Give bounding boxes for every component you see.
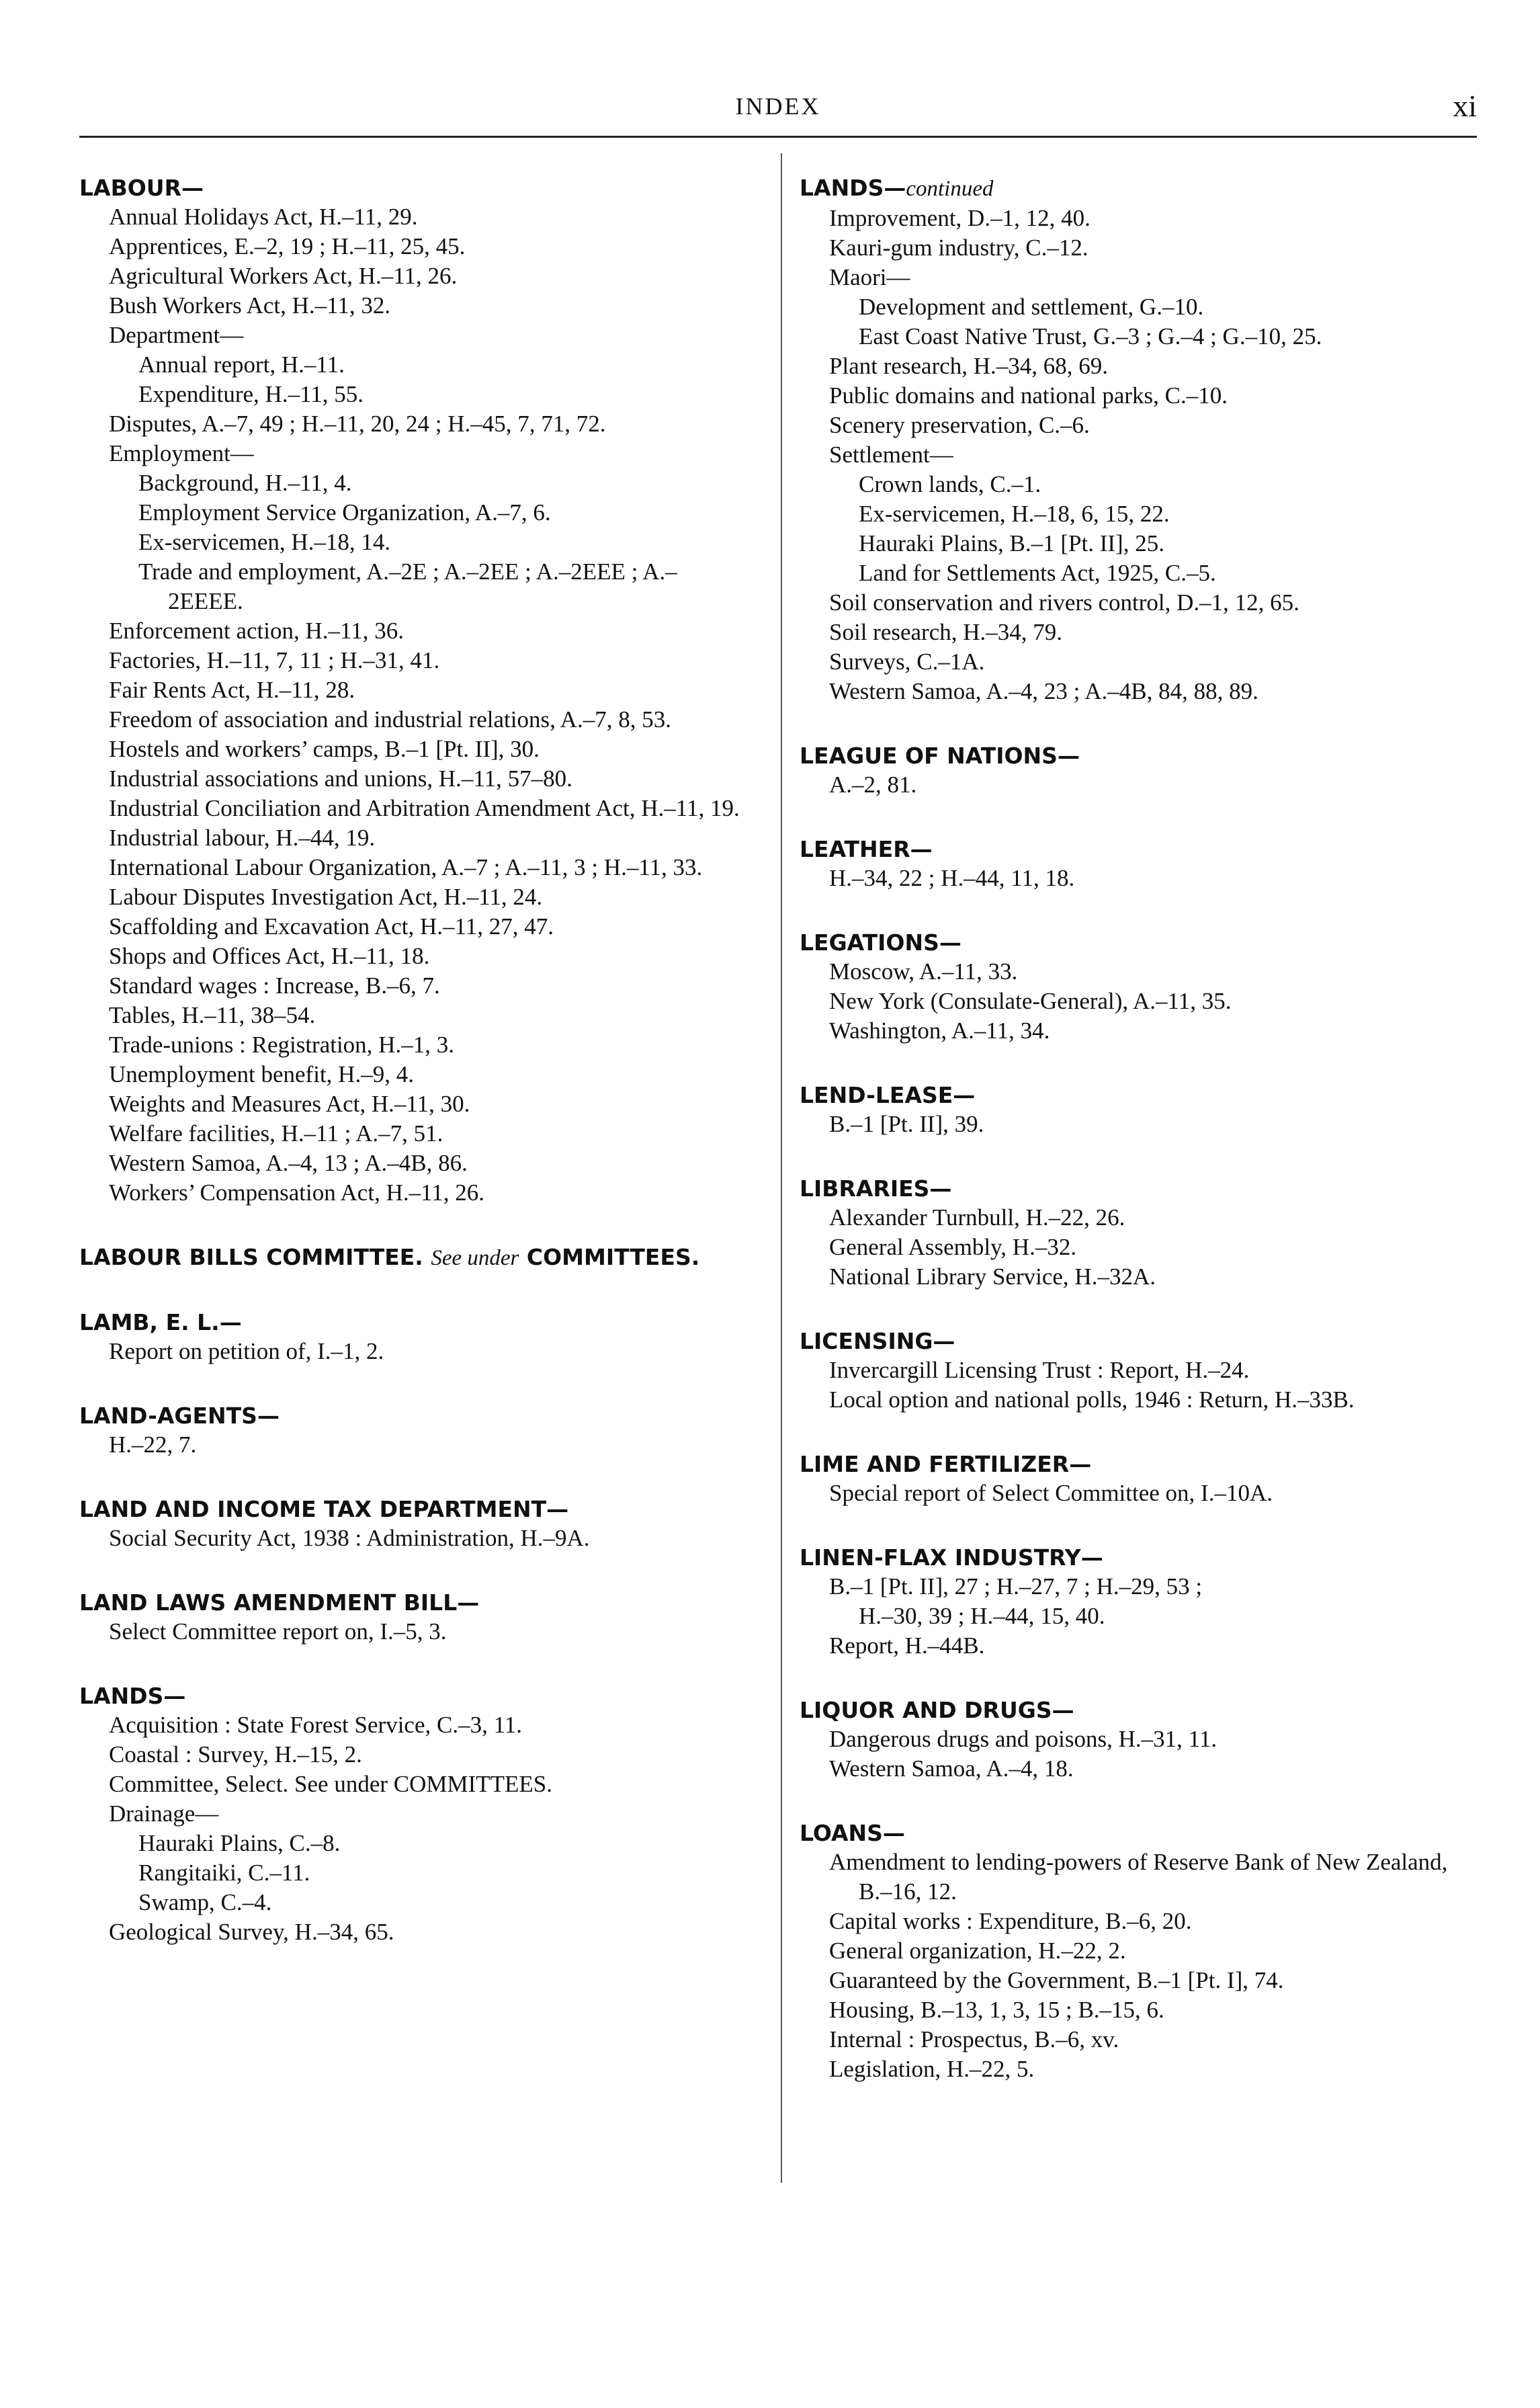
entry-heading-text: LAMB, E. L.— bbox=[79, 1309, 242, 1335]
index-entry bbox=[79, 173, 751, 1208]
entry-heading bbox=[79, 173, 751, 202]
entry-heading bbox=[800, 1696, 1471, 1725]
entry-line: Agricultural Workers Act, H.–11, 26. bbox=[109, 263, 458, 289]
entry-heading-text: LAND-AGENTS— bbox=[79, 1403, 280, 1429]
entry-heading bbox=[800, 1450, 1471, 1479]
entry-line: Report on petition of, I.–1, 2. bbox=[109, 1338, 384, 1364]
entry-heading-text: LIBRARIES— bbox=[800, 1175, 952, 1202]
entry-line: A.–2, 81. bbox=[829, 772, 917, 798]
entry-line: International Labour Organization, A.–7 ; A.–11, 3 ; H.–11, 33. bbox=[109, 854, 703, 880]
entry-line: Land for Settlements Act, 1925, C.–5. bbox=[859, 560, 1216, 586]
entry-line: Improvement, D.–1, 12, 40. bbox=[829, 205, 1090, 231]
entry-line: Washington, A.–11, 34. bbox=[829, 1018, 1050, 1044]
entry-heading bbox=[79, 1308, 751, 1337]
index-entry bbox=[800, 1696, 1471, 1784]
entry-line: Background, H.–11, 4. bbox=[138, 470, 352, 496]
entry-line: Dangerous drugs and poisons, H.–31, 11. bbox=[829, 1726, 1217, 1752]
entry-heading-text: LIME AND FERTILIZER— bbox=[800, 1451, 1092, 1477]
entry-heading-text: LEAGUE OF NATIONS— bbox=[800, 743, 1080, 769]
entry-line: Alexander Turnbull, H.–22, 26. bbox=[829, 1204, 1125, 1231]
entry-line: Housing, B.–13, 1, 3, 15 ; B.–15, 6. bbox=[829, 1997, 1164, 2023]
entry-line: Ex-servicemen, H.–18, 14. bbox=[138, 529, 391, 555]
entry-line: Bush Workers Act, H.–11, 32. bbox=[109, 292, 391, 319]
entry-heading-text: LOANS— bbox=[800, 1820, 905, 1846]
index-entry bbox=[800, 1543, 1471, 1661]
entry-line: B.–1 [Pt. II], 27 ; H.–27, 7 ; H.–29, 53 ; bbox=[829, 1573, 1203, 1600]
entry-line: General Assembly, H.–32. bbox=[829, 1234, 1077, 1260]
entry-line: Soil conservation and rivers control, D.–1, 12, 65. bbox=[829, 589, 1299, 616]
entry-line: Guaranteed by the Government, B.–1 [Pt. I], 74. bbox=[829, 1967, 1284, 1993]
index-entry bbox=[79, 1588, 751, 1647]
entry-line: Western Samoa, A.–4, 13 ; A.–4B, 86. bbox=[109, 1150, 468, 1176]
entry-line: Moscow, A.–11, 33. bbox=[829, 958, 1018, 985]
entry-line: Industrial Conciliation and Arbitration Amendment Act, H.–11, 19. bbox=[109, 795, 740, 821]
entry-line: Employment— bbox=[109, 440, 254, 466]
cross-reference-target: COMMITTEES. bbox=[526, 1244, 700, 1270]
entry-heading bbox=[79, 1243, 751, 1273]
entry-line: New York (Consulate-General), A.–11, 35. bbox=[829, 988, 1232, 1014]
entry-line: Acquisition : State Forest Service, C.–3, 11. bbox=[109, 1712, 523, 1738]
header-rule bbox=[79, 136, 1477, 138]
entry-heading bbox=[800, 835, 1471, 864]
entry-line: Industrial associations and unions, H.–11, 57–80. bbox=[109, 765, 572, 792]
entry-line: Local option and national polls, 1946 : Return, H.–33B. bbox=[829, 1386, 1355, 1413]
entry-line: Scenery preservation, C.–6. bbox=[829, 412, 1090, 438]
index-entry bbox=[79, 1308, 751, 1366]
entry-line: Development and settlement, G.–10. bbox=[859, 294, 1204, 320]
index-entry bbox=[800, 741, 1471, 800]
index-entry bbox=[800, 1819, 1471, 2084]
index-entry bbox=[800, 1174, 1471, 1292]
index-entry bbox=[79, 1682, 751, 1947]
entry-heading bbox=[800, 1081, 1471, 1110]
entry-line: Select Committee report on, I.–5, 3. bbox=[109, 1618, 447, 1645]
entry-line: Plant research, H.–34, 68, 69. bbox=[829, 353, 1109, 379]
index-entry bbox=[800, 1450, 1471, 1508]
entry-line: Hauraki Plains, C.–8. bbox=[138, 1830, 341, 1856]
entry-line: Invercargill Licensing Trust : Report, H.–24. bbox=[829, 1357, 1250, 1383]
entry-line: Fair Rents Act, H.–11, 28. bbox=[109, 677, 355, 703]
entry-line: Soil research, H.–34, 79. bbox=[829, 619, 1063, 645]
entry-line: Trade and employment, A.–2E ; A.–2EE ; A.–2EEE ; A.–2EEEE. bbox=[138, 558, 677, 614]
entry-line: Report, H.–44B. bbox=[829, 1632, 985, 1659]
index-entry bbox=[800, 173, 1471, 706]
entry-heading-text: LANDS— bbox=[800, 175, 906, 201]
entry-line: Geological Survey, H.–34, 65. bbox=[109, 1919, 394, 1945]
cross-reference-label: See under bbox=[431, 1246, 519, 1270]
entry-line: Special report of Select Committee on, I.–10A. bbox=[829, 1480, 1273, 1506]
left-column bbox=[79, 173, 751, 1982]
entry-heading-text: LANDS— bbox=[79, 1683, 186, 1709]
index-entry bbox=[800, 1081, 1471, 1139]
index-entry bbox=[79, 1243, 751, 1273]
entry-line: Hauraki Plains, B.–1 [Pt. II], 25. bbox=[859, 530, 1164, 556]
entry-line: Coastal : Survey, H.–15, 2. bbox=[109, 1741, 362, 1768]
page-header bbox=[79, 91, 1477, 131]
entry-line: Surveys, C.–1A. bbox=[829, 649, 985, 675]
entry-line: Committee, Select. See under COMMITTEES. bbox=[109, 1771, 553, 1797]
entry-heading bbox=[800, 928, 1471, 957]
entry-heading-text: LEATHER— bbox=[800, 836, 933, 862]
entry-line: Social Security Act, 1938 : Administration, H.–9A. bbox=[109, 1525, 590, 1551]
index-entry bbox=[800, 1327, 1471, 1415]
entry-line: Rangitaiki, C.–11. bbox=[138, 1860, 310, 1886]
continued-label: continued bbox=[906, 177, 994, 201]
entry-line: Unemployment benefit, H.–9, 4. bbox=[109, 1061, 414, 1087]
entry-line: Enforcement action, H.–11, 36. bbox=[109, 618, 404, 644]
entry-heading-text: LEGATIONS— bbox=[800, 929, 961, 956]
entry-heading bbox=[800, 1543, 1471, 1572]
entry-heading-text: LABOUR BILLS COMMITTEE. bbox=[79, 1244, 423, 1270]
entry-line: Standard wages : Increase, B.–6, 7. bbox=[109, 972, 440, 999]
entry-line: Legislation, H.–22, 5. bbox=[829, 2056, 1035, 2082]
entry-line: Western Samoa, A.–4, 18. bbox=[829, 1755, 1074, 1782]
entry-line: Trade-unions : Registration, H.–1, 3. bbox=[109, 1032, 454, 1058]
entry-line: Expenditure, H.–11, 55. bbox=[138, 381, 364, 407]
entry-line: Welfare facilities, H.–11 ; A.–7, 51. bbox=[109, 1120, 443, 1147]
entry-line: General organization, H.–22, 2. bbox=[829, 1938, 1126, 1964]
right-column bbox=[800, 173, 1471, 2119]
entry-line: Factories, H.–11, 7, 11 ; H.–31, 41. bbox=[109, 647, 440, 673]
entry-heading bbox=[79, 1495, 751, 1524]
entry-line: Apprentices, E.–2, 19 ; H.–11, 25, 45. bbox=[109, 233, 466, 259]
entry-line: B.–1 [Pt. II], 39. bbox=[829, 1111, 984, 1137]
entry-heading-text: LINEN-FLAX INDUSTRY— bbox=[800, 1544, 1103, 1571]
entry-heading bbox=[800, 741, 1471, 770]
index-entry bbox=[800, 928, 1471, 1046]
index-entry bbox=[79, 1495, 751, 1553]
entry-line: Disputes, A.–7, 49 ; H.–11, 20, 24 ; H.–45, 7, 71, 72. bbox=[109, 411, 606, 437]
entry-line: Annual Holidays Act, H.–11, 29. bbox=[109, 204, 418, 230]
entry-line: Hostels and workers’ camps, B.–1 [Pt. II], 30. bbox=[109, 736, 540, 762]
entry-heading-text: LAND LAWS AMENDMENT BILL— bbox=[79, 1589, 480, 1616]
entry-line: Freedom of association and industrial relations, A.–7, 8, 53. bbox=[109, 706, 671, 733]
entry-line: Swamp, C.–4. bbox=[138, 1889, 272, 1915]
entry-line: Shops and Offices Act, H.–11, 18. bbox=[109, 943, 430, 969]
running-head: INDEX bbox=[735, 93, 821, 120]
entry-line: Internal : Prospectus, B.–6, xv. bbox=[829, 2026, 1119, 2052]
entry-heading bbox=[79, 1588, 751, 1617]
column-divider bbox=[781, 153, 782, 2183]
entry-heading bbox=[800, 1327, 1471, 1356]
entry-line: Annual report, H.–11. bbox=[138, 351, 345, 378]
entry-line: Drainage— bbox=[109, 1800, 219, 1827]
entry-heading-text: LABOUR— bbox=[79, 175, 204, 201]
entry-line: Amendment to lending-powers of Reserve Bank of New Zealand, B.–16, 12. bbox=[829, 1849, 1448, 1905]
entry-line: Labour Disputes Investigation Act, H.–11, 24. bbox=[109, 884, 543, 910]
page-number: xi bbox=[1453, 89, 1477, 123]
entry-line: Workers’ Compensation Act, H.–11, 26. bbox=[109, 1179, 485, 1206]
entry-line: Maori— bbox=[829, 264, 910, 290]
entry-line: Kauri-gum industry, C.–12. bbox=[829, 235, 1088, 261]
entry-line: Ex-servicemen, H.–18, 6, 15, 22. bbox=[859, 501, 1170, 527]
entry-line: National Library Service, H.–32A. bbox=[829, 1263, 1156, 1290]
entry-line: Employment Service Organization, A.–7, 6. bbox=[138, 499, 551, 526]
entry-line: H.–30, 39 ; H.–44, 15, 40. bbox=[859, 1603, 1105, 1629]
entry-heading bbox=[800, 1174, 1471, 1203]
entry-heading bbox=[800, 1819, 1471, 1847]
entry-line: Crown lands, C.–1. bbox=[859, 471, 1041, 497]
entry-heading bbox=[79, 1401, 751, 1430]
entry-line: Capital works : Expenditure, B.–6, 20. bbox=[829, 1908, 1192, 1934]
entry-heading-text: LEND-LEASE— bbox=[800, 1082, 976, 1108]
entry-heading bbox=[79, 1682, 751, 1710]
entry-line: H.–22, 7. bbox=[109, 1431, 197, 1458]
entry-line: Public domains and national parks, C.–10. bbox=[829, 382, 1228, 409]
entry-line: H.–34, 22 ; H.–44, 11, 18. bbox=[829, 865, 1075, 891]
index-entry bbox=[79, 1401, 751, 1460]
entry-line: Scaffolding and Excavation Act, H.–11, 27, 47. bbox=[109, 913, 554, 940]
entry-heading-text: LAND AND INCOME TAX DEPARTMENT— bbox=[79, 1496, 569, 1522]
entry-line: Industrial labour, H.–44, 19. bbox=[109, 825, 376, 851]
index-entry bbox=[800, 835, 1471, 893]
entry-line: Tables, H.–11, 38–54. bbox=[109, 1002, 316, 1028]
entry-line: East Coast Native Trust, G.–3 ; G.–4 ; G.–10, 25. bbox=[859, 323, 1322, 349]
entry-heading-text: LIQUOR AND DRUGS— bbox=[800, 1697, 1074, 1723]
entry-heading bbox=[800, 173, 1471, 204]
entry-heading-text: LICENSING— bbox=[800, 1328, 955, 1354]
entry-line: Department— bbox=[109, 322, 244, 348]
entry-line: Settlement— bbox=[829, 442, 953, 468]
entry-line: Weights and Measures Act, H.–11, 30. bbox=[109, 1091, 470, 1117]
entry-line: Western Samoa, A.–4, 23 ; A.–4B, 84, 88, 89. bbox=[829, 678, 1258, 704]
